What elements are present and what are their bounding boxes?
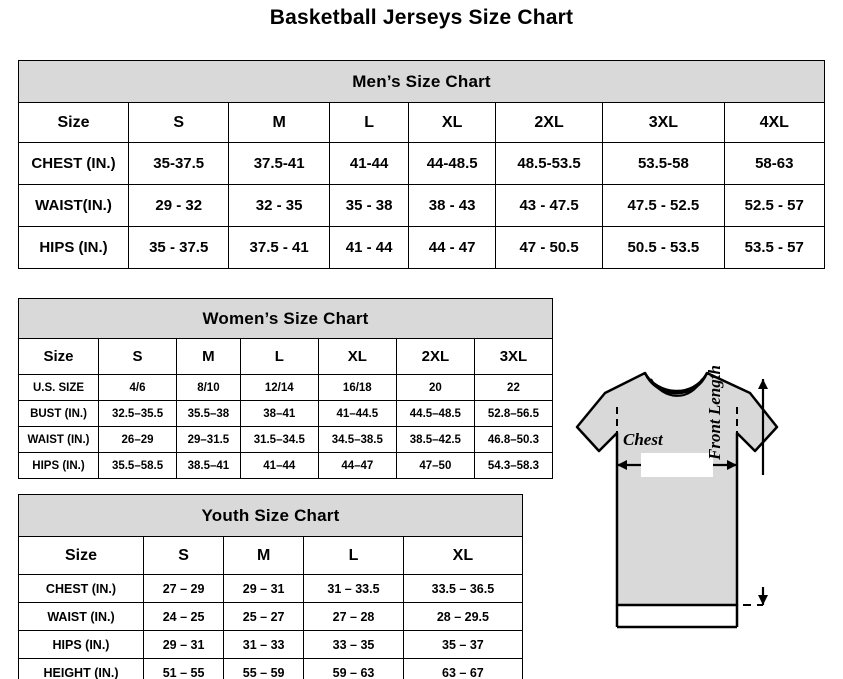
table-cell: 35 - 38 bbox=[329, 185, 409, 227]
table-cell: 44.5–48.5 bbox=[396, 401, 474, 427]
table-cell: 44 - 47 bbox=[409, 227, 496, 269]
column-header: L bbox=[240, 339, 318, 375]
column-header: XL bbox=[409, 103, 496, 143]
table-cell: 32.5–35.5 bbox=[99, 401, 177, 427]
table-cell: 58-63 bbox=[724, 143, 824, 185]
table-cell: 28 – 29.5 bbox=[403, 603, 522, 631]
row-label: BUST (IN.) bbox=[19, 401, 99, 427]
table-cell: 35.5–38 bbox=[177, 401, 241, 427]
column-header: M bbox=[229, 103, 329, 143]
table-cell: 29 - 32 bbox=[129, 185, 229, 227]
table-cell: 50.5 - 53.5 bbox=[603, 227, 724, 269]
table-caption-row bbox=[19, 299, 553, 339]
table-cell: 26–29 bbox=[99, 427, 177, 453]
table-row bbox=[19, 603, 523, 631]
table-row bbox=[19, 659, 523, 679]
column-header: 2XL bbox=[495, 103, 602, 143]
table-row bbox=[19, 375, 553, 401]
table-cell: 47 - 50.5 bbox=[495, 227, 602, 269]
row-label: HIPS (IN.) bbox=[19, 453, 99, 479]
column-header: 3XL bbox=[603, 103, 724, 143]
table-cell: 52.8–56.5 bbox=[474, 401, 552, 427]
table-cell: 48.5-53.5 bbox=[495, 143, 602, 185]
column-header: Size bbox=[19, 339, 99, 375]
table-cell: 27 – 29 bbox=[144, 575, 224, 603]
table-cell: 34.5–38.5 bbox=[318, 427, 396, 453]
column-header: 2XL bbox=[396, 339, 474, 375]
table-cell: 41-44 bbox=[329, 143, 409, 185]
table-cell: 8/10 bbox=[177, 375, 241, 401]
table-cell: 33.5 – 36.5 bbox=[403, 575, 522, 603]
page-title: Basketball Jerseys Size Chart bbox=[269, 6, 574, 29]
mens-size-chart-table bbox=[18, 60, 825, 269]
table-cell: 12/14 bbox=[240, 375, 318, 401]
table-row bbox=[19, 575, 523, 603]
table-cell: 35 - 37.5 bbox=[129, 227, 229, 269]
column-header: 3XL bbox=[474, 339, 552, 375]
table-cell: 41 - 44 bbox=[329, 227, 409, 269]
table-cell: 4/6 bbox=[99, 375, 177, 401]
column-header: XL bbox=[318, 339, 396, 375]
table-cell: 55 – 59 bbox=[224, 659, 304, 679]
jersey-measurement-diagram bbox=[545, 355, 835, 655]
table-cell: 54.3–58.3 bbox=[474, 453, 552, 479]
row-label: HIPS (IN.) bbox=[19, 227, 129, 269]
table-cell: 29 – 31 bbox=[144, 631, 224, 659]
table-cell: 53.5 - 57 bbox=[724, 227, 824, 269]
table-cell: 24 – 25 bbox=[144, 603, 224, 631]
table-cell: 41–44 bbox=[240, 453, 318, 479]
table-cell: 35.5–58.5 bbox=[99, 453, 177, 479]
row-label: CHEST (IN.) bbox=[19, 143, 129, 185]
table-cell: 43 - 47.5 bbox=[495, 185, 602, 227]
jersey-illustration-icon bbox=[545, 355, 835, 655]
table-cell: 31.5–34.5 bbox=[240, 427, 318, 453]
table-cell: 35 – 37 bbox=[403, 631, 522, 659]
table-cell: 35-37.5 bbox=[129, 143, 229, 185]
table-header-row bbox=[19, 537, 523, 575]
row-label: WAIST (IN.) bbox=[19, 603, 144, 631]
table-row bbox=[19, 227, 825, 269]
table-header-row bbox=[19, 339, 553, 375]
column-header: M bbox=[224, 537, 304, 575]
column-header: S bbox=[129, 103, 229, 143]
table-cell: 38.5–41 bbox=[177, 453, 241, 479]
row-label: WAIST (IN.) bbox=[19, 427, 99, 453]
table-cell: 44–47 bbox=[318, 453, 396, 479]
table-header-row bbox=[19, 103, 825, 143]
table-cell: 37.5 - 41 bbox=[229, 227, 329, 269]
table-cell: 38.5–42.5 bbox=[396, 427, 474, 453]
mens-chart-caption: Men’s Size Chart bbox=[19, 61, 825, 103]
table-cell: 51 – 55 bbox=[144, 659, 224, 679]
table-cell: 38 - 43 bbox=[409, 185, 496, 227]
column-header: S bbox=[144, 537, 224, 575]
table-cell: 27 – 28 bbox=[304, 603, 404, 631]
column-header: Size bbox=[19, 103, 129, 143]
table-cell: 31 – 33 bbox=[224, 631, 304, 659]
table-cell: 33 – 35 bbox=[304, 631, 404, 659]
table-row bbox=[19, 401, 553, 427]
table-cell: 63 – 67 bbox=[403, 659, 522, 679]
table-cell: 32 - 35 bbox=[229, 185, 329, 227]
column-header: L bbox=[329, 103, 409, 143]
table-cell: 29 – 31 bbox=[224, 575, 304, 603]
table-cell: 41–44.5 bbox=[318, 401, 396, 427]
row-label: CHEST (IN.) bbox=[19, 575, 144, 603]
column-header: Size bbox=[19, 537, 144, 575]
table-cell: 46.8–50.3 bbox=[474, 427, 552, 453]
table-cell: 44-48.5 bbox=[409, 143, 496, 185]
row-label: WAIST(IN.) bbox=[19, 185, 129, 227]
table-cell: 22 bbox=[474, 375, 552, 401]
table-cell: 29–31.5 bbox=[177, 427, 241, 453]
table-cell: 38–41 bbox=[240, 401, 318, 427]
row-label: HIPS (IN.) bbox=[19, 631, 144, 659]
table-cell: 47.5 - 52.5 bbox=[603, 185, 724, 227]
table-row bbox=[19, 185, 825, 227]
column-header: L bbox=[304, 537, 404, 575]
column-header: 4XL bbox=[724, 103, 824, 143]
table-cell: 53.5-58 bbox=[603, 143, 724, 185]
table-cell: 37.5-41 bbox=[229, 143, 329, 185]
youth-size-chart-table bbox=[18, 494, 523, 679]
column-header: XL bbox=[403, 537, 522, 575]
table-row bbox=[19, 427, 553, 453]
table-caption-row bbox=[19, 61, 825, 103]
table-cell: 52.5 - 57 bbox=[724, 185, 824, 227]
youth-chart-caption: Youth Size Chart bbox=[19, 495, 523, 537]
table-cell: 16/18 bbox=[318, 375, 396, 401]
table-cell: 25 – 27 bbox=[224, 603, 304, 631]
row-label: HEIGHT (IN.) bbox=[19, 659, 144, 679]
womens-chart-caption: Women’s Size Chart bbox=[19, 299, 553, 339]
table-cell: 31 – 33.5 bbox=[304, 575, 404, 603]
column-header: M bbox=[177, 339, 241, 375]
column-header: S bbox=[99, 339, 177, 375]
table-cell: 20 bbox=[396, 375, 474, 401]
table-cell: 47–50 bbox=[396, 453, 474, 479]
front-length-measure-label: Front Length bbox=[705, 365, 724, 460]
chest-measure-label: Chest bbox=[623, 430, 663, 449]
table-row bbox=[19, 143, 825, 185]
table-row bbox=[19, 631, 523, 659]
table-caption-row bbox=[19, 495, 523, 537]
row-label: U.S. SIZE bbox=[19, 375, 99, 401]
table-row bbox=[19, 453, 553, 479]
womens-size-chart-table bbox=[18, 298, 553, 479]
table-cell: 59 – 63 bbox=[304, 659, 404, 679]
